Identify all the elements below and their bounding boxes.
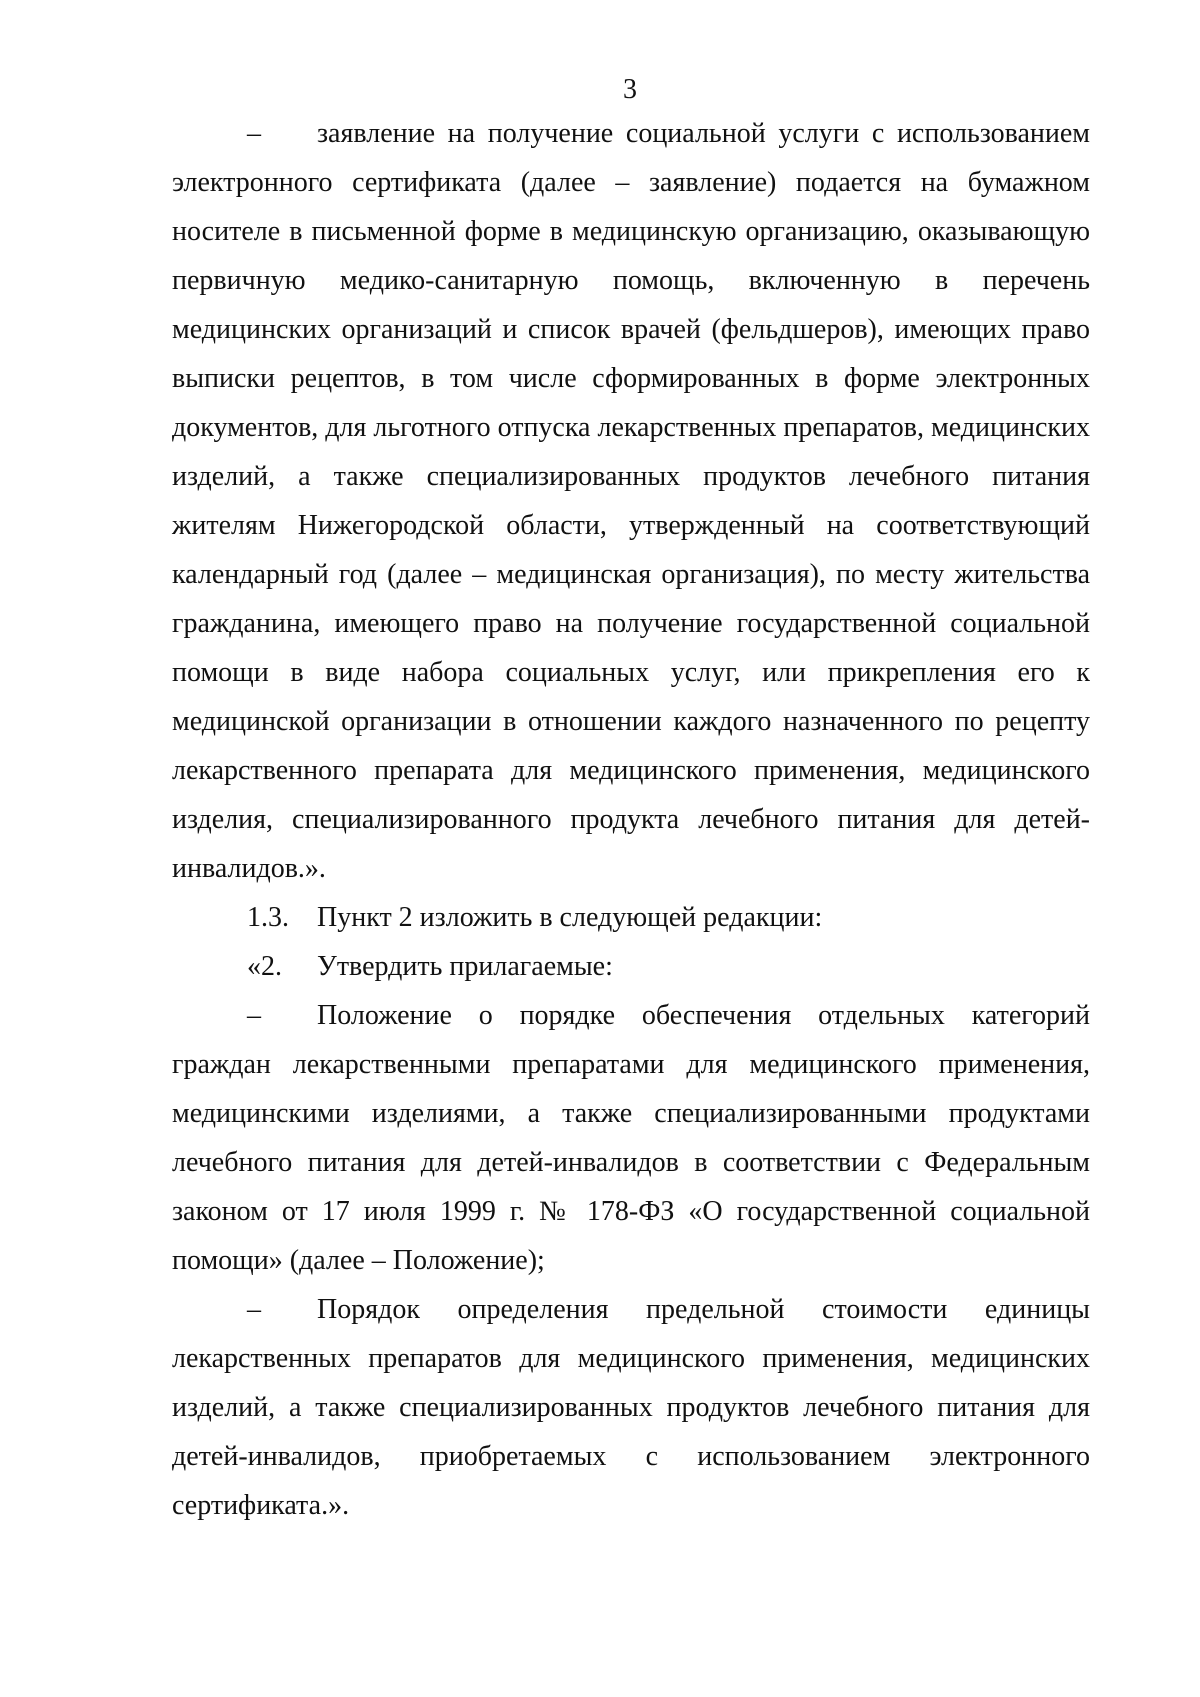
paragraph-marker: –	[247, 1294, 261, 1325]
paragraph-regulation	[172, 991, 1090, 1285]
paragraph-item-1-3	[172, 893, 1090, 942]
paragraph-procedure	[172, 1285, 1090, 1530]
paragraph-text: Пункт 2 изложить в следующей редакции:	[317, 902, 823, 933]
paragraph-text: заявление на получение социальной услуги с использованием электронного сертификата (далее – заявление) подается на бумажном носителе в письменной форме в медицинскую организацию, оказывающую первичную медико-санитарную помощь, включенную в перечень медицинских организаций и список врачей (фельдшеров), имеющих право выписки рецептов, в том числе сформированных в форме электронных документов, для льготного отпуска лекарственных препаратов, медицинских изделий, а также специализированных продуктов лечебного питания жителям Нижегородской области, утвержденный на соответствующий календарный год (далее – медицинская организация), по месту жительства гражданина, имеющего право на получение государственной социальной помощи в виде набора социальных услуг, или прикрепления его к медицинской организации в отношении каждого назначенного по рецепту лекарственного препарата для медицинского применения, медицинского изделия, специализированного продукта лечебного питания для детей-инвалидов.».	[172, 118, 1090, 884]
paragraph-marker: –	[247, 1000, 261, 1031]
paragraph-application-submission	[172, 109, 1090, 893]
paragraph-marker: –	[247, 118, 261, 149]
paragraph-item-2	[172, 942, 1090, 991]
paragraph-marker: 1.3.	[247, 902, 289, 933]
paragraph-text: Утвердить прилагаемые:	[317, 951, 613, 982]
page-number: 3	[623, 74, 637, 105]
paragraph-text: Положение о порядке обеспечения отдельных категорий граждан лекарственными препаратами для медицинского применения, медицинскими изделиями, а также специализированными продуктами лечебного питания для детей-инвалидов в соответствии с Федеральным законом от 17 июля 1999 г. № 178-ФЗ «О государственной социальной помощи» (далее – Положение);	[172, 1000, 1090, 1276]
document-body	[172, 109, 1090, 1530]
paragraph-marker: «2.	[247, 951, 282, 982]
paragraph-text: Порядок определения предельной стоимости единицы лекарственных препаратов для медицинского применения, медицинских изделий, а также специализированных продуктов лечебного питания для детей-инвалидов, приобретаемых с использованием электронного сертификата.».	[172, 1294, 1090, 1521]
